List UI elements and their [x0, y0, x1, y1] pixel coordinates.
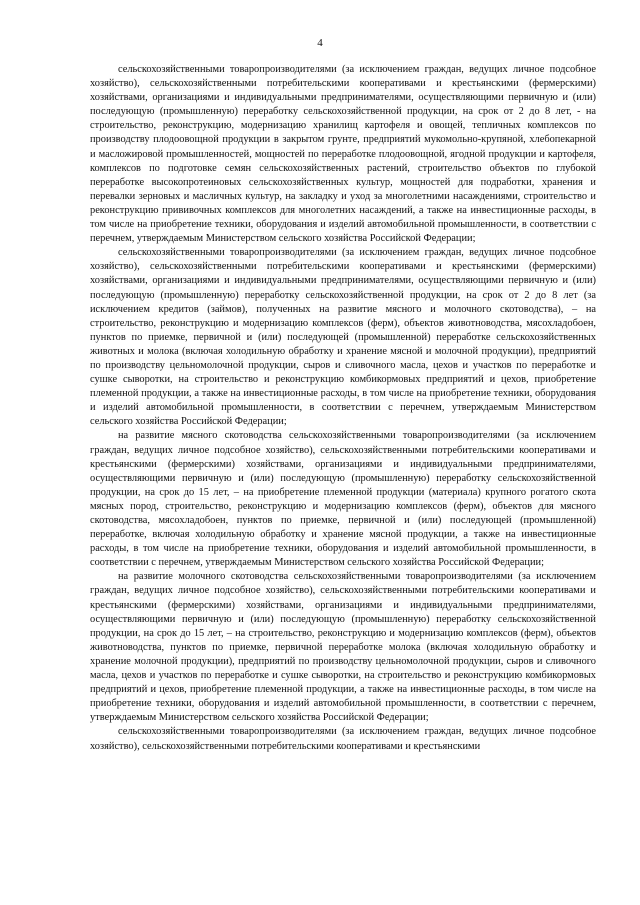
- paragraph-1: сельскохозяйственными товаропроизводителями (за исключением граждан, ведущих личное подсобное хозяйство), сельскохозяйственными потребительскими кооперативами и крестьянскими (фермерскими) хозяйствами, организациями и индивидуальными предпринимателями, осуществляющими первичную и (или) последующую (промышленную) переработку сельскохозяйственной продукции, на срок от 2 до 8 лет, - на строительство, реконструкцию, модернизацию хранилищ картофеля и овощей, тепличных комплексов по производству плодоовощной продукции в закрытом грунте, предприятий мукомольно-крупяной, хлебопекарной и масложировой промышленностей, мощностей по переработке плодоовощной, ягодной продукции и картофеля, комплексов по подготовке семян сельскохозяйственных растений, строительство объектов по глубокой переработке высокопротеиновых сельскохозяйственных культур, мощностей для подработки, хранения и перевалки зерновых и масличных культур, на закладку и уход за многолетними насаждениями, строительство и реконструкцию прививочных комплексов для многолетних насаждений, а также на инвестиционные расходы, в том числе на приобретение техники, оборудования и изделий автомобильной промышленности, в соответствии с перечнем, утверждаемым Министерством сельского хозяйства Российской Федерации;: [90, 64, 596, 245]
- paragraph-2: сельскохозяйственными товаропроизводителями (за исключением граждан, ведущих личное подсобное хозяйство), сельскохозяйственными потребительскими кооперативами и крестьянскими (фермерскими) хозяйствами, организациями и индивидуальными предпринимателями, осуществляющими первичную и (или) последующую (промышленную) переработку сельскохозяйственной продукции, на срок от 2 до 8 лет (за исключением кредитов (займов), полученных на развитие мясного и молочного скотоводства), – на строительство, реконструкцию и модернизацию комплексов (ферм), объектов животноводства, мясохладобоен, пунктов по приемке, первичной и (или) последующей (промышленной) переработке сельскохозяйственных животных и молока (включая холодильную обработку и хранение мясной и молочной продукции), предприятий по производству цельномолочной продукции, сыров и сливочного масла, цехов и участков по переработке и сушке сыворотки, на строительство и реконструкцию комбикормовых предприятий и цехов, приобретение племенной продукции, а также на инвестиционные расходы, в том числе на приобретение техники, оборудования и изделий автомобильной промышленности, в соответствии с перечнем, утверждаемым Министерством сельского хозяйства Российской Федерации;: [90, 247, 596, 428]
- paragraph-3: на развитие мясного скотоводства сельскохозяйственными товаропроизводителями (за исключением граждан, ведущих личное подсобное хозяйство), сельскохозяйственными потребительскими кооперативами и крестьянскими (фермерскими) хозяйствами, организациями и индивидуальными предпринимателями, осуществляющими первичную и (или) последующую (промышленную) переработку сельскохозяйственной продукции, на срок до 15 лет, – на приобретение племенной продукции (материала) крупного рогатого скота мясных пород, строительство, реконструкцию и модернизацию комплексов (ферм), объектов для мясного скотоводства, мясохладобоен, пунктов по приемке, первичной и (или) последующей (промышленной) переработке, включая холодильную обработку и хранение мясной продукции, а также на инвестиционные расходы, в том числе на приобретение техники, оборудования и изделий автомобильной промышленности, в соответствии с перечнем, утверждаемым Министерством сельского хозяйства Российской Федерации;: [90, 430, 596, 569]
- document-body: [90, 63, 596, 754]
- paragraph-5: сельскохозяйственными товаропроизводителями (за исключением граждан, ведущих личное подсобное хозяйство), сельскохозяйственными потребительскими кооперативами и крестьянскими: [90, 726, 596, 752]
- page-number: 4: [317, 37, 323, 49]
- paragraph-4: на развитие молочного скотоводства сельскохозяйственными товаропроизводителями (за исключением граждан, ведущих личное подсобное хозяйство), сельскохозяйственными потребительскими кооперативами и крестьянскими (фермерскими) хозяйствами, организациями и индивидуальными предпринимателями, осуществляющими первичную и (или) последующую (промышленную) переработку сельскохозяйственной продукции, на срок до 15 лет, – на строительство, реконструкцию и модернизацию комплексов (ферм), объектов животноводства, пунктов по приемке, первичной переработке молока (включая холодильную обработку и хранение молочной продукции), предприятий по производству цельномолочной продукции, сыров и сливочного масла, цехов и участков по переработке и сушке сыворотки, на строительство и реконструкцию комбикормовых предприятий и цехов, приобретение племенной продукции, а также на инвестиционные расходы, в том числе на приобретение техники, оборудования и изделий автомобильной промышленности, в соответствии с перечнем, утверждаемым Министерством сельского хозяйства Российской Федерации;: [90, 571, 596, 724]
